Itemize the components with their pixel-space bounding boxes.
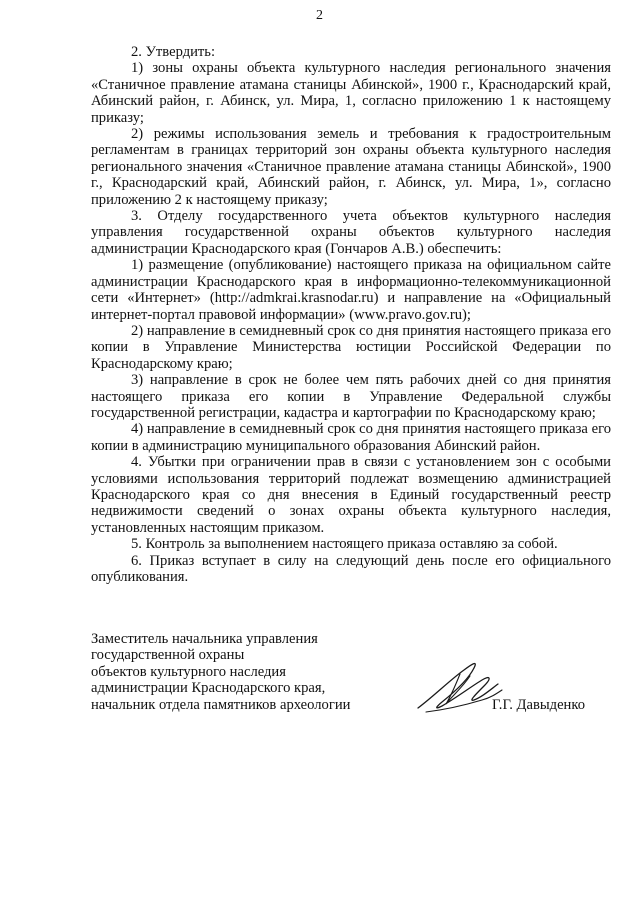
paragraph-control: 5. Контроль за выполнением настоящего приказа оставляю за собой. <box>131 536 558 553</box>
paragraph-approve: 2. Утвердить: <box>131 44 216 60</box>
signatory-title <box>91 631 391 713</box>
paragraph-sub-1-publication: 1) размещение (опубликование) настоящего приказа на официальном сайте администрации Краснодарского края в информационно-телекоммуникационной сети «Интернет» (http://admkrai.krasnodar.ru) и направление на «Официальный интернет-портал правовой информации» (www.pravo.gov.ru); <box>91 257 611 323</box>
paragraph-sub-3-registry: 3) направление в срок не более чем пять рабочих дней со дня принятия настоящего приказа его копии в Управление Федеральной службы государственной регистрации, кадастра и картографии по Краснодарскому краю; <box>91 372 611 421</box>
paragraph-item-1-zones: 1) зоны охраны объекта культурного наследия регионального значения «Станичное правление атамана станицы Абинской», 1900 г., Краснодарский край, Абинский район, г. Абинск, ул. Мира, 1, согласно приложению 1 к настоящему приказу; <box>91 60 611 126</box>
page-number: 2 <box>316 8 323 23</box>
paragraph-item-2-regimes: 2) режимы использования земель и требования к градостроительным регламентам в границах территорий зон охраны объекта культурного наследия регионального значения «Станичное правление атамана станицы Абинской», 1900 г., Краснодарский край, Абинский район, г. Абинск, ул. Мира, 1», согласно приложению 2 к настоящему приказу; <box>91 126 611 208</box>
signatory-title-line: государственной охраны <box>91 647 245 664</box>
paragraph-department-ensure: 3. Отделу государственного учета объектов культурного наследия управления государственной охраны объектов культурного наследия администрации Краснодарского края (Гончаров А.В.) обеспечить: <box>91 208 611 257</box>
signatory-name: Г.Г. Давыденко <box>492 697 586 713</box>
paragraph-sub-2-justice: 2) направление в семидневный срок со дня принятия настоящего приказа его копии в Управление Министерства юстиции Российской Федерации по Краснодарскому краю; <box>91 322 611 372</box>
paragraph-losses: 4. Убытки при ограничении прав в связи с установлением зон с особыми условиями использования территорий подлежат возмещению администрацией Краснодарского края со дня внесения в Единый государственный реестр недвижимости сведений о зонах охраны объекта культурного наследия, установленных настоящим приказом. <box>91 454 611 536</box>
signatory-title-line: начальник отдела памятников археологии <box>91 696 351 713</box>
signatory-title-line: Заместитель начальника управления <box>91 631 318 647</box>
paragraph-sub-4-municipality: 4) направление в семидневный срок со дня принятия настоящего приказа его копии в администрацию муниципального образования Абинский район. <box>91 421 611 454</box>
paragraph-effective: 6. Приказ вступает в силу на следующий день после его официального опубликования. <box>91 552 611 585</box>
order-body <box>91 44 611 585</box>
signatory-title-line: администрации Краснодарского края, <box>91 680 326 697</box>
signatory-title-line: объектов культурного наследия <box>91 663 286 680</box>
